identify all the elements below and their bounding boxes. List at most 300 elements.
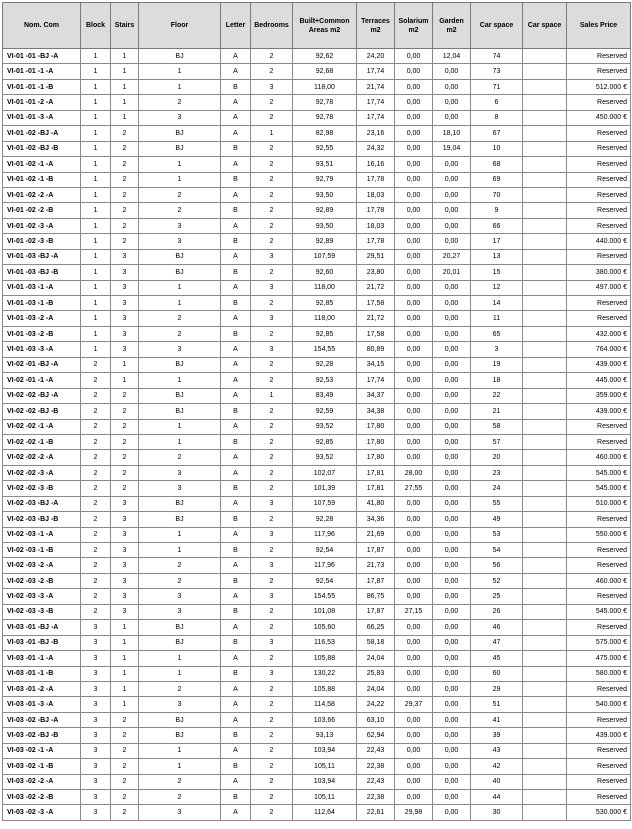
- garden-cell: 0,00: [433, 743, 471, 758]
- unit-name-cell: VI-01 -02 -BJ -A: [3, 126, 81, 141]
- built-area-cell: 130,22: [293, 666, 357, 681]
- sales-price-cell: Reserved: [567, 558, 631, 573]
- car-space-2-cell: [523, 265, 567, 280]
- sales-price-cell: Reserved: [567, 249, 631, 264]
- terraces-cell: 17,81: [357, 481, 395, 496]
- letter-cell: A: [221, 157, 251, 172]
- letter-cell: A: [221, 712, 251, 727]
- table-row: [3, 651, 631, 666]
- sales-price-cell: 460.000 €: [567, 573, 631, 588]
- terraces-cell: 21,73: [357, 558, 395, 573]
- car-space-cell: 49: [471, 512, 523, 527]
- unit-name-cell: VI-01 -02 -3 -A: [3, 218, 81, 233]
- table-row: [3, 805, 631, 820]
- block-cell: 3: [81, 728, 111, 743]
- table-row: [3, 697, 631, 712]
- garden-cell: 0,00: [433, 481, 471, 496]
- built-area-cell: 102,07: [293, 465, 357, 480]
- stairs-cell: 3: [111, 604, 139, 619]
- block-cell: 2: [81, 357, 111, 372]
- sales-price-cell: 580.000 €: [567, 666, 631, 681]
- car-space-cell: 39: [471, 728, 523, 743]
- solarium-cell: 0,00: [395, 157, 433, 172]
- terraces-cell: 23,16: [357, 126, 395, 141]
- solarium-cell: 0,00: [395, 296, 433, 311]
- letter-cell: A: [221, 589, 251, 604]
- solarium-cell: 0,00: [395, 187, 433, 202]
- letter-cell: A: [221, 419, 251, 434]
- block-cell: 1: [81, 141, 111, 156]
- car-space-2-cell: [523, 234, 567, 249]
- car-space-2-cell: [523, 651, 567, 666]
- car-space-cell: 26: [471, 604, 523, 619]
- unit-name-cell: VI-02 -02 -1 -B: [3, 434, 81, 449]
- stairs-cell: 2: [111, 805, 139, 820]
- bedrooms-cell: 2: [251, 234, 293, 249]
- unit-name-cell: VI-03 -02 -3 -A: [3, 805, 81, 820]
- built-area-cell: 101,08: [293, 604, 357, 619]
- floor-cell: 1: [139, 759, 221, 774]
- car-space-cell: 25: [471, 589, 523, 604]
- car-space-cell: 51: [471, 697, 523, 712]
- sales-price-cell: Reserved: [567, 311, 631, 326]
- sales-price-cell: 545.000 €: [567, 481, 631, 496]
- table-row: [3, 388, 631, 403]
- terraces-cell: 18,03: [357, 218, 395, 233]
- sales-price-cell: 575.000 €: [567, 635, 631, 650]
- terraces-cell: 34,15: [357, 357, 395, 372]
- car-space-2-cell: [523, 203, 567, 218]
- header-stairs: Stairs: [111, 3, 139, 49]
- solarium-cell: 0,00: [395, 543, 433, 558]
- car-space-2-cell: [523, 465, 567, 480]
- built-area-cell: 92,59: [293, 404, 357, 419]
- car-space-2-cell: [523, 543, 567, 558]
- table-row: [3, 404, 631, 419]
- terraces-cell: 18,03: [357, 187, 395, 202]
- sales-price-cell: 460.000 €: [567, 450, 631, 465]
- bedrooms-cell: 2: [251, 157, 293, 172]
- car-space-cell: 40: [471, 774, 523, 789]
- garden-cell: 0,00: [433, 64, 471, 79]
- unit-name-cell: VI-03 -01 -BJ -B: [3, 635, 81, 650]
- block-cell: 2: [81, 558, 111, 573]
- solarium-cell: 0,00: [395, 326, 433, 341]
- solarium-cell: 29,98: [395, 805, 433, 820]
- car-space-2-cell: [523, 759, 567, 774]
- terraces-cell: 17,80: [357, 434, 395, 449]
- stairs-cell: 3: [111, 527, 139, 542]
- block-cell: 2: [81, 527, 111, 542]
- built-area-cell: 92,62: [293, 49, 357, 64]
- car-space-2-cell: [523, 95, 567, 110]
- table-row: [3, 64, 631, 79]
- bedrooms-cell: 2: [251, 543, 293, 558]
- stairs-cell: 1: [111, 95, 139, 110]
- block-cell: 2: [81, 573, 111, 588]
- car-space-2-cell: [523, 558, 567, 573]
- table-row: [3, 604, 631, 619]
- solarium-cell: 0,00: [395, 635, 433, 650]
- solarium-cell: 0,00: [395, 218, 433, 233]
- car-space-cell: 57: [471, 434, 523, 449]
- floor-cell: 2: [139, 774, 221, 789]
- table-row: [3, 790, 631, 805]
- bedrooms-cell: 2: [251, 203, 293, 218]
- unit-name-cell: VI-03 -02 -2 -B: [3, 790, 81, 805]
- car-space-cell: 8: [471, 110, 523, 125]
- table-row: [3, 357, 631, 372]
- terraces-cell: 24,32: [357, 141, 395, 156]
- stairs-cell: 3: [111, 249, 139, 264]
- built-area-cell: 92,28: [293, 512, 357, 527]
- sales-price-cell: Reserved: [567, 512, 631, 527]
- built-area-cell: 92,79: [293, 172, 357, 187]
- bedrooms-cell: 2: [251, 218, 293, 233]
- table-row: [3, 203, 631, 218]
- car-space-cell: 22: [471, 388, 523, 403]
- block-cell: 1: [81, 234, 111, 249]
- letter-cell: A: [221, 218, 251, 233]
- solarium-cell: 28,00: [395, 465, 433, 480]
- garden-cell: 0,00: [433, 296, 471, 311]
- bedrooms-cell: 3: [251, 527, 293, 542]
- solarium-cell: 0,00: [395, 95, 433, 110]
- garden-cell: 0,00: [433, 697, 471, 712]
- terraces-cell: 41,80: [357, 496, 395, 511]
- table-row: [3, 558, 631, 573]
- stairs-cell: 2: [111, 203, 139, 218]
- floor-cell: BJ: [139, 635, 221, 650]
- car-space-cell: 54: [471, 543, 523, 558]
- garden-cell: 0,00: [433, 573, 471, 588]
- letter-cell: A: [221, 49, 251, 64]
- block-cell: 2: [81, 496, 111, 511]
- letter-cell: A: [221, 496, 251, 511]
- block-cell: 1: [81, 172, 111, 187]
- block-cell: 3: [81, 743, 111, 758]
- header-solarium: Solarium m2: [395, 3, 433, 49]
- letter-cell: A: [221, 681, 251, 696]
- sales-price-cell: 530.000 €: [567, 805, 631, 820]
- block-cell: 2: [81, 434, 111, 449]
- stairs-cell: 2: [111, 218, 139, 233]
- solarium-cell: 0,00: [395, 265, 433, 280]
- built-area-cell: 105,60: [293, 620, 357, 635]
- block-cell: 1: [81, 110, 111, 125]
- solarium-cell: 0,00: [395, 172, 433, 187]
- car-space-cell: 14: [471, 296, 523, 311]
- header-letter: Letter: [221, 3, 251, 49]
- garden-cell: 0,00: [433, 681, 471, 696]
- sales-price-cell: Reserved: [567, 681, 631, 696]
- stairs-cell: 2: [111, 774, 139, 789]
- unit-name-cell: VI-01 -01 -3 -A: [3, 110, 81, 125]
- car-space-cell: 70: [471, 187, 523, 202]
- unit-name-cell: VI-03 -01 -BJ -A: [3, 620, 81, 635]
- car-space-2-cell: [523, 64, 567, 79]
- block-cell: 1: [81, 49, 111, 64]
- block-cell: 1: [81, 265, 111, 280]
- garden-cell: 0,00: [433, 790, 471, 805]
- car-space-cell: 29: [471, 681, 523, 696]
- letter-cell: B: [221, 759, 251, 774]
- solarium-cell: 0,00: [395, 743, 433, 758]
- letter-cell: B: [221, 265, 251, 280]
- letter-cell: A: [221, 558, 251, 573]
- garden-cell: 0,00: [433, 651, 471, 666]
- solarium-cell: 0,00: [395, 49, 433, 64]
- terraces-cell: 22,38: [357, 759, 395, 774]
- terraces-cell: 23,80: [357, 265, 395, 280]
- letter-cell: A: [221, 187, 251, 202]
- built-area-cell: 118,00: [293, 280, 357, 295]
- solarium-cell: 0,00: [395, 203, 433, 218]
- stairs-cell: 2: [111, 404, 139, 419]
- sales-table-container: [2, 2, 631, 821]
- terraces-cell: 17,87: [357, 604, 395, 619]
- car-space-cell: 74: [471, 49, 523, 64]
- garden-cell: 20,01: [433, 265, 471, 280]
- table-row: [3, 573, 631, 588]
- bedrooms-cell: 2: [251, 790, 293, 805]
- sales-price-cell: Reserved: [567, 790, 631, 805]
- car-space-2-cell: [523, 218, 567, 233]
- car-space-cell: 73: [471, 64, 523, 79]
- header-sales-price: Sales Price: [567, 3, 631, 49]
- sales-price-cell: 439.000 €: [567, 728, 631, 743]
- block-cell: 3: [81, 712, 111, 727]
- built-area-cell: 92,54: [293, 543, 357, 558]
- solarium-cell: 0,00: [395, 527, 433, 542]
- sales-price-cell: 545.000 €: [567, 465, 631, 480]
- terraces-cell: 17,74: [357, 64, 395, 79]
- floor-cell: BJ: [139, 496, 221, 511]
- unit-name-cell: VI-02 -02 -3 -B: [3, 481, 81, 496]
- header-car-space-2: Car space: [523, 3, 567, 49]
- table-row: [3, 527, 631, 542]
- bedrooms-cell: 2: [251, 404, 293, 419]
- car-space-2-cell: [523, 743, 567, 758]
- bedrooms-cell: 2: [251, 620, 293, 635]
- garden-cell: 0,00: [433, 311, 471, 326]
- solarium-cell: 0,00: [395, 357, 433, 372]
- block-cell: 3: [81, 635, 111, 650]
- car-space-2-cell: [523, 573, 567, 588]
- table-header: [3, 3, 631, 49]
- sales-price-cell: Reserved: [567, 774, 631, 789]
- letter-cell: A: [221, 342, 251, 357]
- block-cell: 1: [81, 157, 111, 172]
- bedrooms-cell: 2: [251, 465, 293, 480]
- bedrooms-cell: 2: [251, 450, 293, 465]
- letter-cell: B: [221, 573, 251, 588]
- car-space-2-cell: [523, 342, 567, 357]
- floor-cell: 2: [139, 95, 221, 110]
- floor-cell: 3: [139, 110, 221, 125]
- terraces-cell: 17,80: [357, 419, 395, 434]
- floor-cell: 1: [139, 651, 221, 666]
- sales-price-cell: 550.000 €: [567, 527, 631, 542]
- terraces-cell: 86,75: [357, 589, 395, 604]
- floor-cell: 2: [139, 326, 221, 341]
- terraces-cell: 17,78: [357, 203, 395, 218]
- garden-cell: 0,00: [433, 712, 471, 727]
- letter-cell: B: [221, 512, 251, 527]
- built-area-cell: 107,59: [293, 249, 357, 264]
- bedrooms-cell: 2: [251, 141, 293, 156]
- terraces-cell: 22,43: [357, 743, 395, 758]
- built-area-cell: 103,66: [293, 712, 357, 727]
- garden-cell: 12,04: [433, 49, 471, 64]
- garden-cell: 0,00: [433, 342, 471, 357]
- built-area-cell: 107,59: [293, 496, 357, 511]
- built-area-cell: 101,39: [293, 481, 357, 496]
- table-row: [3, 481, 631, 496]
- built-area-cell: 92,85: [293, 296, 357, 311]
- header-bedrooms: Bedrooms: [251, 3, 293, 49]
- unit-name-cell: VI-02 -01 -BJ -A: [3, 357, 81, 372]
- car-space-2-cell: [523, 481, 567, 496]
- terraces-cell: 16,16: [357, 157, 395, 172]
- built-area-cell: 103,94: [293, 743, 357, 758]
- built-area-cell: 92,60: [293, 265, 357, 280]
- unit-name-cell: VI-02 -01 -1 -A: [3, 373, 81, 388]
- built-area-cell: 92,89: [293, 203, 357, 218]
- bedrooms-cell: 2: [251, 49, 293, 64]
- solarium-cell: 0,00: [395, 558, 433, 573]
- floor-cell: 2: [139, 450, 221, 465]
- stairs-cell: 1: [111, 666, 139, 681]
- table-row: [3, 373, 631, 388]
- table-row: [3, 265, 631, 280]
- garden-cell: 0,00: [433, 157, 471, 172]
- floor-cell: 2: [139, 790, 221, 805]
- car-space-cell: 47: [471, 635, 523, 650]
- letter-cell: B: [221, 635, 251, 650]
- bedrooms-cell: 2: [251, 759, 293, 774]
- car-space-2-cell: [523, 681, 567, 696]
- stairs-cell: 1: [111, 79, 139, 94]
- block-cell: 2: [81, 404, 111, 419]
- garden-cell: 0,00: [433, 774, 471, 789]
- car-space-2-cell: [523, 434, 567, 449]
- block-cell: 2: [81, 589, 111, 604]
- bedrooms-cell: 3: [251, 342, 293, 357]
- block-cell: 2: [81, 512, 111, 527]
- car-space-2-cell: [523, 373, 567, 388]
- built-area-cell: 105,11: [293, 759, 357, 774]
- sales-price-cell: 545.000 €: [567, 604, 631, 619]
- bedrooms-cell: 2: [251, 728, 293, 743]
- sales-price-cell: 512.000 €: [567, 79, 631, 94]
- unit-name-cell: VI-03 -02 -1 -B: [3, 759, 81, 774]
- car-space-cell: 56: [471, 558, 523, 573]
- solarium-cell: 0,00: [395, 373, 433, 388]
- floor-cell: BJ: [139, 265, 221, 280]
- garden-cell: 0,00: [433, 728, 471, 743]
- built-area-cell: 112,64: [293, 805, 357, 820]
- car-space-2-cell: [523, 774, 567, 789]
- car-space-cell: 60: [471, 666, 523, 681]
- stairs-cell: 2: [111, 481, 139, 496]
- block-cell: 1: [81, 249, 111, 264]
- floor-cell: 3: [139, 697, 221, 712]
- car-space-2-cell: [523, 172, 567, 187]
- bedrooms-cell: 2: [251, 296, 293, 311]
- block-cell: 3: [81, 759, 111, 774]
- car-space-cell: 55: [471, 496, 523, 511]
- bedrooms-cell: 3: [251, 635, 293, 650]
- block-cell: 2: [81, 388, 111, 403]
- bedrooms-cell: 2: [251, 743, 293, 758]
- floor-cell: 1: [139, 79, 221, 94]
- car-space-2-cell: [523, 357, 567, 372]
- letter-cell: A: [221, 110, 251, 125]
- unit-name-cell: VI-03 -02 -BJ -A: [3, 712, 81, 727]
- sales-price-cell: 432.000 €: [567, 326, 631, 341]
- stairs-cell: 3: [111, 311, 139, 326]
- stairs-cell: 3: [111, 512, 139, 527]
- letter-cell: B: [221, 296, 251, 311]
- solarium-cell: 0,00: [395, 651, 433, 666]
- floor-cell: BJ: [139, 404, 221, 419]
- unit-name-cell: VI-01 -03 -BJ -B: [3, 265, 81, 280]
- sales-price-cell: 439.000 €: [567, 357, 631, 372]
- bedrooms-cell: 2: [251, 110, 293, 125]
- sales-price-cell: Reserved: [567, 743, 631, 758]
- garden-cell: 0,00: [433, 465, 471, 480]
- unit-name-cell: VI-02 -02 -BJ -B: [3, 404, 81, 419]
- stairs-cell: 2: [111, 434, 139, 449]
- sales-price-cell: Reserved: [567, 126, 631, 141]
- car-space-2-cell: [523, 249, 567, 264]
- letter-cell: B: [221, 172, 251, 187]
- car-space-2-cell: [523, 110, 567, 125]
- built-area-cell: 82,98: [293, 126, 357, 141]
- letter-cell: B: [221, 404, 251, 419]
- garden-cell: 0,00: [433, 203, 471, 218]
- garden-cell: 0,00: [433, 558, 471, 573]
- car-space-2-cell: [523, 712, 567, 727]
- garden-cell: 0,00: [433, 666, 471, 681]
- sales-price-cell: Reserved: [567, 759, 631, 774]
- built-area-cell: 93,13: [293, 728, 357, 743]
- unit-name-cell: VI-02 -03 -1 -A: [3, 527, 81, 542]
- built-area-cell: 93,50: [293, 218, 357, 233]
- built-area-cell: 92,53: [293, 373, 357, 388]
- unit-name-cell: VI-02 -03 -1 -B: [3, 543, 81, 558]
- stairs-cell: 1: [111, 651, 139, 666]
- unit-name-cell: VI-02 -03 -3 -B: [3, 604, 81, 619]
- letter-cell: A: [221, 249, 251, 264]
- unit-name-cell: VI-01 -01 -1 -B: [3, 79, 81, 94]
- car-space-cell: 41: [471, 712, 523, 727]
- unit-name-cell: VI-01 -03 -2 -A: [3, 311, 81, 326]
- floor-cell: 2: [139, 187, 221, 202]
- unit-name-cell: VI-01 -03 -1 -A: [3, 280, 81, 295]
- stairs-cell: 2: [111, 790, 139, 805]
- built-area-cell: 92,68: [293, 64, 357, 79]
- floor-cell: 3: [139, 481, 221, 496]
- bedrooms-cell: 2: [251, 697, 293, 712]
- car-space-2-cell: [523, 311, 567, 326]
- bedrooms-cell: 2: [251, 64, 293, 79]
- sales-price-cell: Reserved: [567, 712, 631, 727]
- floor-cell: 1: [139, 157, 221, 172]
- built-area-cell: 93,51: [293, 157, 357, 172]
- floor-cell: BJ: [139, 141, 221, 156]
